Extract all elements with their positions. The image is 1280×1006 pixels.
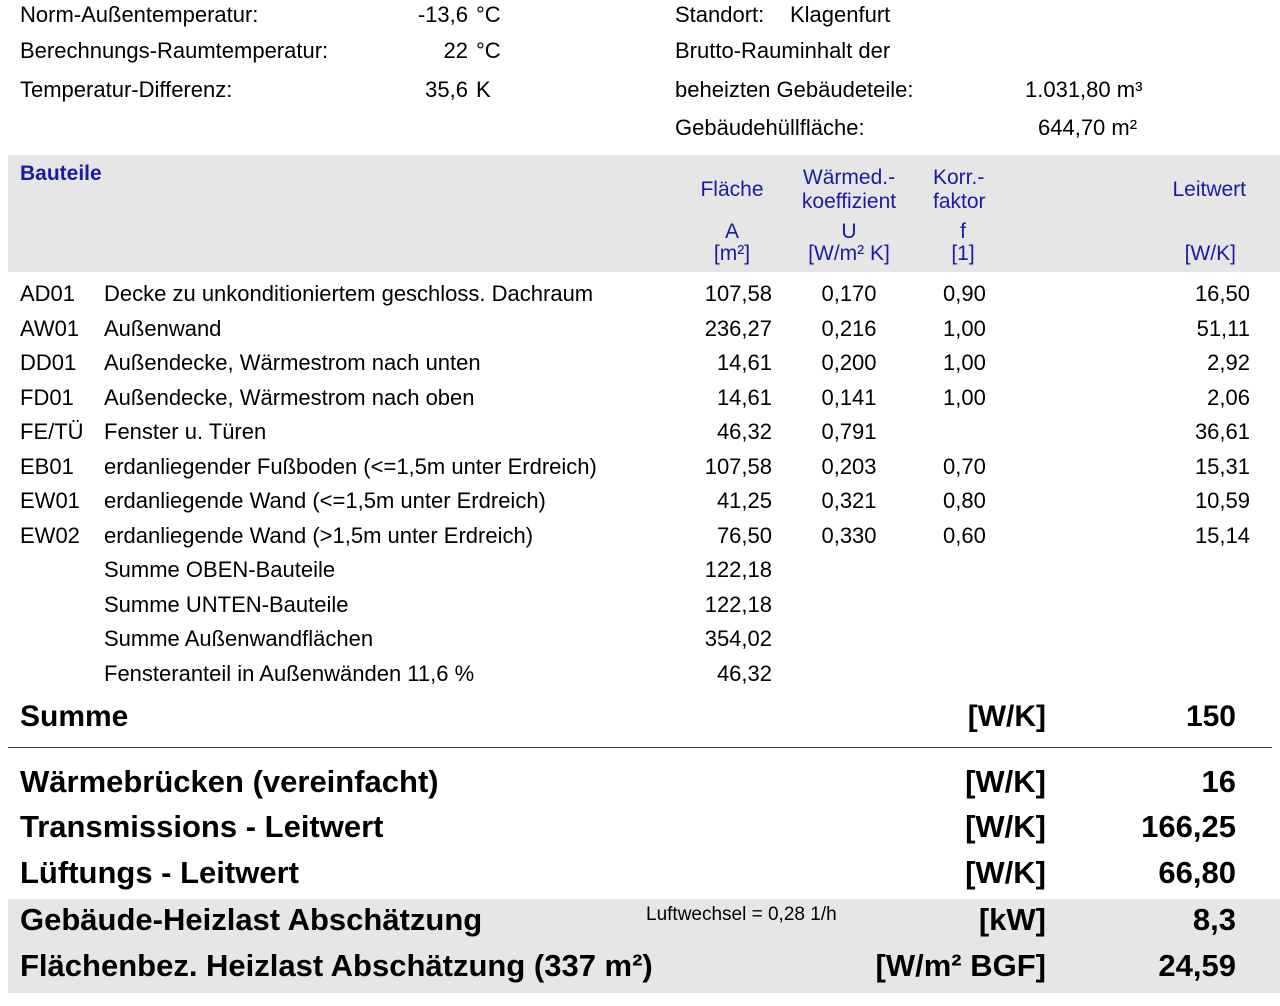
row-u-value: 0,170	[821, 281, 877, 306]
result-unit: [W/K]	[965, 764, 1046, 799]
row-description: erdanliegende Wand (<=1,5m unter Erdreich)	[104, 488, 546, 513]
row-code: EW01	[20, 488, 80, 513]
row-leitwert: 2,92	[1207, 350, 1250, 375]
row-u-value: 0,200	[821, 350, 877, 375]
summe-label: Summe	[20, 700, 129, 733]
summe-unit: [W/K]	[967, 700, 1046, 733]
row-code: AW01	[20, 316, 80, 341]
summe-value: 150	[1185, 700, 1236, 733]
row-korr-factor: 1,00	[943, 350, 986, 375]
row-leitwert: 15,14	[1194, 523, 1250, 548]
location-value: Klagenfurt	[790, 2, 891, 27]
row-area: 14,61	[716, 385, 772, 410]
row-u-value: 0,791	[821, 419, 877, 444]
row-korr-factor: 1,00	[943, 385, 986, 410]
norm-temp-value: -13,6	[417, 2, 468, 27]
envelope-label: Gebäudehüllfläche:	[675, 115, 865, 140]
header-korr-symbol: f	[960, 220, 966, 243]
row-description: Fenster u. Türen	[104, 419, 267, 444]
result-unit: [W/K]	[965, 809, 1046, 844]
row-code: AD01	[20, 281, 76, 306]
row-leitwert: 16,50	[1194, 281, 1250, 306]
row-description: Außendecke, Wärmestrom nach oben	[104, 385, 475, 410]
heizlast-value: 8,3	[1192, 902, 1236, 937]
flaechenbez-value: 24,59	[1158, 948, 1236, 983]
header-flaeche: Fläche	[700, 178, 764, 201]
row-u-value: 0,141	[821, 385, 877, 410]
row-description: Decke zu unkonditioniertem geschloss. Dachraum	[104, 281, 594, 306]
row-u-value: 0,321	[821, 488, 877, 513]
subtotal-area: 122,18	[704, 557, 772, 582]
row-korr-factor: 0,80	[943, 488, 986, 513]
header-bauteile: Bauteile	[20, 162, 102, 185]
row-leitwert: 2,06	[1207, 385, 1250, 410]
header-waermed-unit: [W/m² K]	[808, 242, 890, 265]
location-label: Standort:	[675, 2, 765, 27]
row-korr-factor: 1,00	[943, 316, 986, 341]
row-area: 236,27	[704, 316, 772, 341]
subtotal-area: 46,32	[716, 661, 772, 686]
row-korr-factor: 0,90	[943, 281, 986, 306]
row-leitwert: 36,61	[1194, 419, 1250, 444]
row-area: 46,32	[716, 419, 772, 444]
row-code: FE/TÜ	[20, 419, 84, 444]
flaechenbez-unit: [W/m² BGF]	[875, 948, 1046, 983]
header-waermed-line1: Wärmed.-	[802, 166, 896, 189]
subtotal-area: 122,18	[704, 592, 772, 617]
header-waermed-symbol: U	[841, 220, 857, 243]
temp-diff-unit: K	[476, 77, 491, 102]
header-waermed-line2: koeffizient	[801, 190, 897, 213]
volume-label-line2: beheizten Gebäudeteile:	[675, 77, 914, 102]
header-flaeche-unit: [m²]	[713, 242, 751, 265]
volume-label-line1: Brutto-Rauminhalt der	[675, 38, 891, 63]
header-leitwert-unit: [W/K]	[1184, 242, 1236, 265]
result-unit: [W/K]	[965, 855, 1046, 890]
subtotal-area: 354,02	[704, 626, 772, 651]
row-area: 107,58	[704, 454, 772, 479]
result-value: 16	[1201, 764, 1236, 799]
room-temp-label: Berechnungs-Raumtemperatur:	[20, 38, 329, 63]
envelope-value: 644,70 m²	[1038, 115, 1138, 140]
flaechenbez-label: Flächenbez. Heizlast Abschätzung (337 m²)	[20, 948, 653, 983]
result-label: Transmissions - Leitwert	[20, 809, 384, 844]
row-korr-factor: 0,60	[943, 523, 986, 548]
subtotal-label: Summe OBEN-Bauteile	[104, 557, 336, 582]
temp-diff-value: 35,6	[425, 77, 468, 102]
table-header	[8, 155, 1280, 272]
header-korr-line1: Korr.-	[933, 166, 985, 189]
volume-value: 1.031,80 m³	[1025, 77, 1143, 102]
row-code: DD01	[20, 350, 77, 375]
header-korr-unit: [1]	[951, 242, 975, 265]
divider	[8, 747, 1272, 748]
subtotal-label: Summe Außenwandflächen	[104, 626, 374, 651]
row-leitwert: 51,11	[1196, 316, 1250, 341]
result-value: 166,25	[1141, 809, 1236, 844]
result-value: 66,80	[1158, 855, 1236, 890]
row-area: 41,25	[716, 488, 772, 513]
row-u-value: 0,216	[821, 316, 877, 341]
row-u-value: 0,203	[821, 454, 877, 479]
result-label: Lüftungs - Leitwert	[20, 855, 299, 890]
row-area: 14,61	[716, 350, 772, 375]
norm-temp-label: Norm-Außentemperatur:	[20, 2, 259, 27]
row-description: Außenwand	[104, 316, 222, 341]
result-label: Wärmebrücken (vereinfacht)	[20, 764, 439, 799]
header-flaeche-symbol: A	[724, 220, 739, 243]
subtotal-label: Summe UNTEN-Bauteile	[104, 592, 349, 617]
heizlast-label: Gebäude-Heizlast Abschätzung	[20, 902, 483, 937]
row-leitwert: 10,59	[1194, 488, 1250, 513]
row-leitwert: 15,31	[1194, 454, 1250, 479]
room-temp-value: 22	[443, 38, 468, 63]
row-code: FD01	[20, 385, 74, 410]
row-area: 76,50	[716, 523, 772, 548]
temp-diff-label: Temperatur-Differenz:	[20, 77, 233, 102]
row-code: EW02	[20, 523, 80, 548]
subtotal-label: Fensteranteil in Außenwänden 11,6 %	[104, 661, 475, 686]
header-korr-line2: faktor	[933, 190, 986, 213]
header-leitwert: Leitwert	[1172, 178, 1246, 201]
norm-temp-unit: °C	[476, 2, 501, 27]
row-description: erdanliegende Wand (>1,5m unter Erdreich)	[104, 523, 534, 548]
row-description: Außendecke, Wärmestrom nach unten	[104, 350, 481, 375]
room-temp-unit: °C	[476, 38, 501, 63]
row-korr-factor: 0,70	[943, 454, 986, 479]
luftwechsel-note: Luftwechsel = 0,28 1/h	[646, 904, 837, 925]
row-area: 107,58	[704, 281, 772, 306]
row-code: EB01	[20, 454, 74, 479]
heizlast-unit: [kW]	[978, 902, 1046, 937]
row-description: erdanliegender Fußboden (<=1,5m unter Erdreich)	[104, 454, 597, 479]
row-u-value: 0,330	[821, 523, 877, 548]
